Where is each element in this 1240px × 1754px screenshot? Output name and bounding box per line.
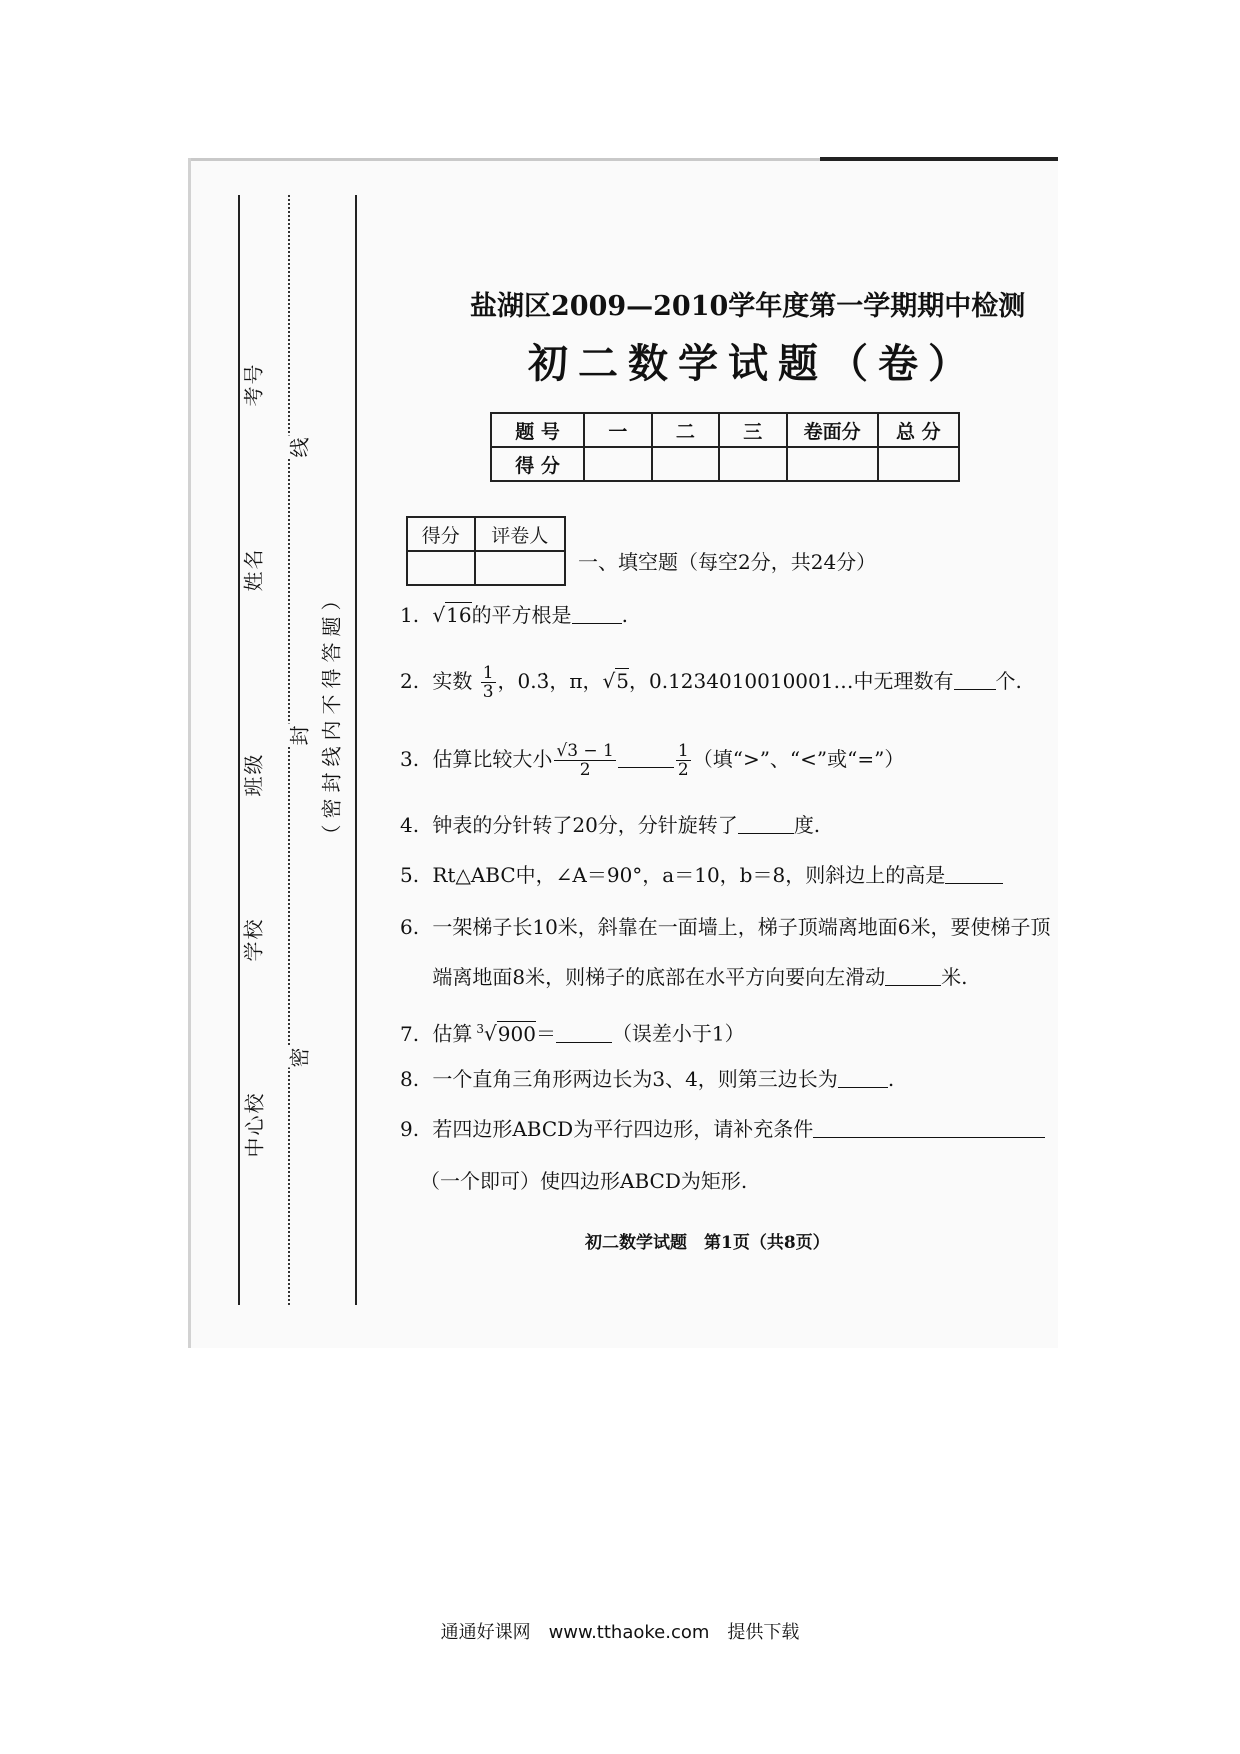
grader-name-cell[interactable] bbox=[475, 551, 565, 585]
seal-mark-line: 线 bbox=[282, 436, 315, 458]
grader-header-grader: 评卷人 bbox=[475, 517, 565, 551]
label-name: 姓名 bbox=[241, 547, 266, 592]
label-class: 班级 bbox=[241, 752, 266, 797]
question-9-cont: （一个即可）使四边形ABCD为矩形. bbox=[420, 1169, 748, 1193]
seal-mark-seal: 封 bbox=[282, 724, 315, 746]
score-table-col: 总 分 bbox=[878, 413, 959, 447]
question-3: 3. 估算比较大小 $\frac{√3 - 1}{2}$ $\frac{1}{2}$ （填“>”、“<”或“=”） bbox=[400, 741, 905, 780]
radicand: 16 bbox=[446, 603, 472, 627]
question-7: 7. 估算 $^3$√900＝ （误差小于1） bbox=[400, 1021, 745, 1046]
question-8: 8. 一个直角三角形两边长为3、4，则第三边长为 . bbox=[400, 1067, 895, 1091]
answer-blank[interactable] bbox=[954, 669, 996, 690]
score-cell[interactable] bbox=[787, 447, 878, 481]
score-table bbox=[490, 412, 960, 482]
section-title: 一、填空题（每空2分，共24分） bbox=[578, 550, 877, 574]
question-4: 4. 钟表的分针转了20分，分针旋转了 度. bbox=[400, 813, 821, 837]
seal-mark-secret: 密 bbox=[282, 1046, 315, 1068]
binding-line-right bbox=[355, 195, 357, 1305]
download-credit: 通通好课网 www.tthaoke.com 提供下载 bbox=[440, 1622, 800, 1643]
grader-table bbox=[406, 516, 566, 586]
grader-score-cell[interactable] bbox=[407, 551, 475, 585]
answer-blank[interactable] bbox=[945, 863, 1003, 884]
scan-edge-left bbox=[188, 158, 191, 1348]
answer-blank[interactable] bbox=[556, 1022, 612, 1043]
seal-line-dotted bbox=[288, 195, 290, 1305]
exam-title: 初二数学试题（卷） bbox=[528, 340, 978, 387]
question-5: 5. Rt△ABC中，∠A＝90°，a＝10，b＝8，则斜边上的高是 bbox=[400, 860, 1003, 890]
label-exam-number: 考号 bbox=[241, 362, 266, 407]
score-table-header: 得 分 bbox=[491, 447, 584, 481]
grader-header-score: 得分 bbox=[407, 517, 475, 551]
question-9: 9. 若四边形ABCD为平行四边形，请补充条件 bbox=[400, 1114, 1045, 1144]
score-cell[interactable] bbox=[584, 447, 651, 481]
exam-subtitle: 盐湖区2009—2010学年度第一学期期中检测 bbox=[470, 291, 1026, 322]
score-cell[interactable] bbox=[719, 447, 786, 481]
answer-blank[interactable] bbox=[572, 603, 622, 624]
score-table-row-score bbox=[491, 447, 959, 481]
fraction: $\frac{1}{3}$ bbox=[482, 663, 494, 702]
fraction: $\frac{1}{2}$ bbox=[677, 741, 689, 780]
question-2: 2. 实数 $\frac{1}{3}$ ，0.3̇，π，√5，0.1234010010001…中无理数有 个. bbox=[400, 663, 1022, 702]
seal-notice: （密封线内不得答题） bbox=[319, 584, 344, 845]
score-table-col: 二 bbox=[652, 413, 719, 447]
label-center-school: 中心校 bbox=[242, 1091, 267, 1158]
question-6: 6. 一架梯子长10米，斜靠在一面墙上，梯子顶端离地面6米，要使梯子顶 bbox=[400, 915, 1051, 939]
score-table-header: 题 号 bbox=[491, 413, 584, 447]
score-cell[interactable] bbox=[878, 447, 959, 481]
question-6-cont: 端离地面8米，则梯子的底部在水平方向要向左滑动 米. bbox=[432, 965, 968, 989]
score-table-row-number bbox=[491, 413, 959, 447]
score-table-col: 一 bbox=[584, 413, 651, 447]
page-footer: 初二数学试题 第1页（共8页） bbox=[585, 1233, 830, 1253]
answer-blank[interactable] bbox=[618, 747, 674, 768]
answer-blank[interactable] bbox=[738, 813, 794, 834]
score-table-col: 卷面分 bbox=[787, 413, 878, 447]
answer-blank[interactable] bbox=[813, 1117, 1045, 1138]
answer-blank[interactable] bbox=[885, 965, 941, 986]
label-school: 学校 bbox=[241, 917, 266, 962]
score-table-col: 三 bbox=[719, 413, 786, 447]
scan-edge-dark bbox=[820, 157, 1058, 161]
root-index: 3 bbox=[476, 1022, 484, 1036]
fraction: $\frac{√3 - 1}{2}$ bbox=[556, 741, 614, 780]
score-cell[interactable] bbox=[652, 447, 719, 481]
answer-blank[interactable] bbox=[838, 1067, 888, 1088]
question-1: 1. √16的平方根是 . bbox=[400, 603, 628, 627]
